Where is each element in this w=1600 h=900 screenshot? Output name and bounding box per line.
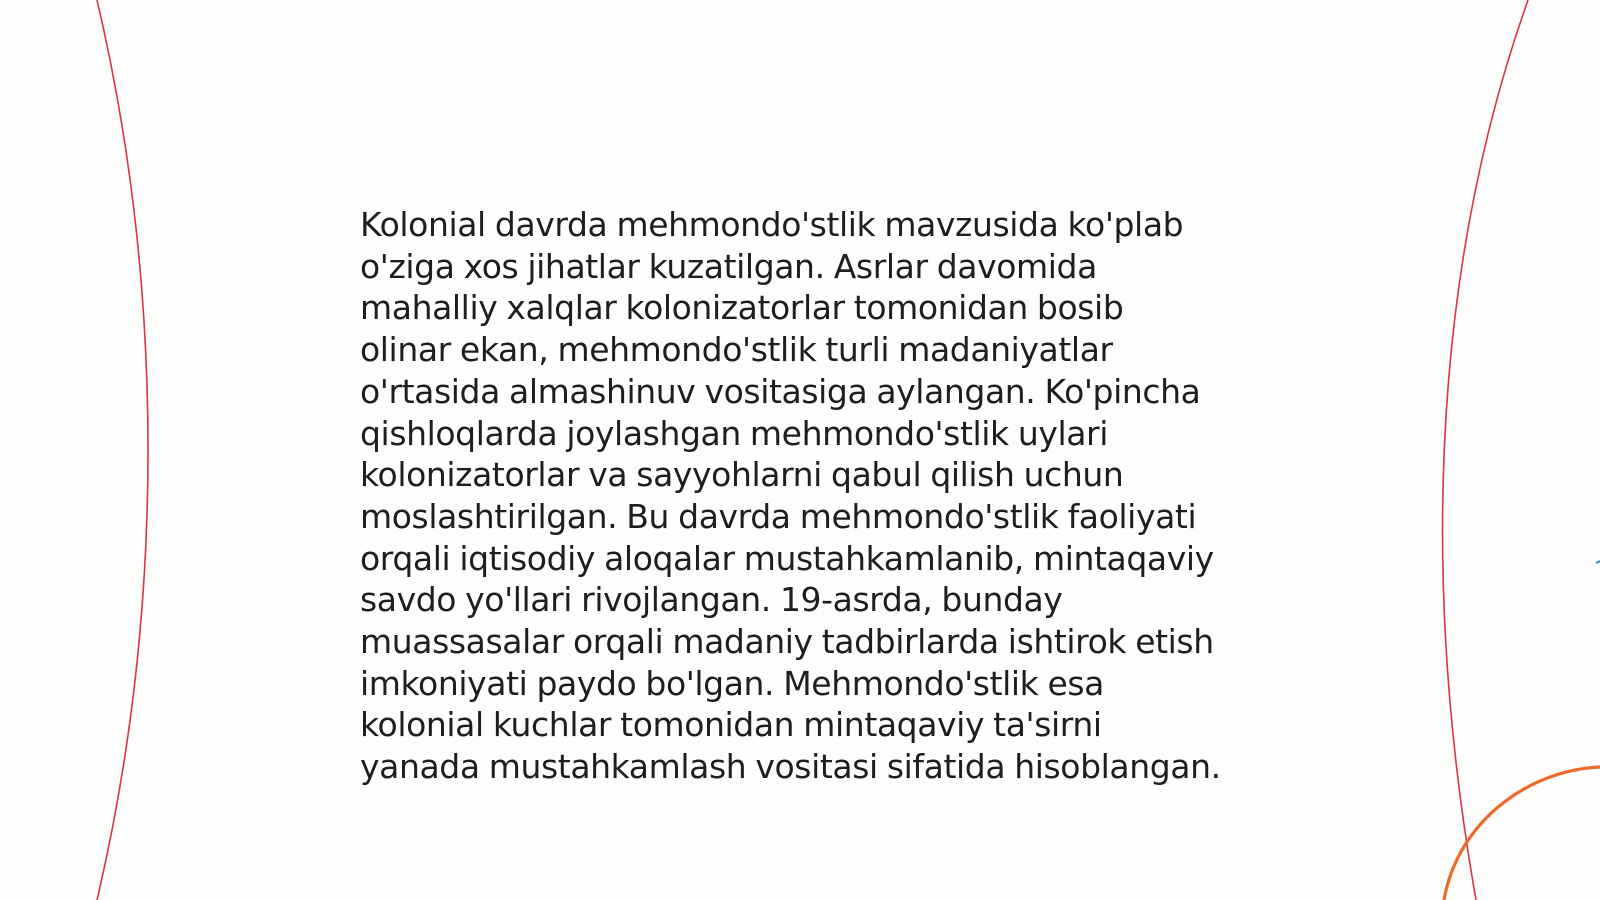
paragraph-line: yanada mustahkamlash vositasi sifatida hisoblangan.	[360, 747, 1221, 787]
paragraph-line: kolonial kuchlar tomonidan mintaqaviy ta'sirni	[360, 705, 1102, 745]
blue-tick	[1596, 561, 1600, 563]
paragraph-line: imkoniyati paydo bo'lgan. Mehmondo'stlik esa	[360, 663, 1104, 703]
paragraph-line: orqali iqtisodiy aloqalar mustahkamlanib, mintaqaviy	[360, 538, 1214, 578]
paragraph-line: muassasalar orqali madaniy tadbirlarda ishtirok etish	[360, 622, 1214, 662]
left-curve	[97, 0, 148, 900]
body-paragraph	[360, 204, 1240, 788]
paragraph-line: o'rtasida almashinuv vositasiga aylangan. Ko'pincha	[360, 371, 1201, 411]
paragraph-line: olinar ekan, mehmondo'stlik turli madaniyatlar	[360, 330, 1113, 370]
paragraph-line: qishloqlarda joylashgan mehmondo'stlik uylari	[360, 413, 1108, 453]
paragraph-line: Kolonial davrda mehmondo'stlik mavzusida ko'plab	[360, 205, 1184, 244]
right-curve	[1443, 0, 1528, 900]
paragraph-line: o'ziga xos jihatlar kuzatilgan. Asrlar davomida	[360, 246, 1097, 286]
orange-arc	[1444, 767, 1600, 900]
paragraph-line: savdo yo'llari rivojlangan. 19-asrda, bunday	[360, 580, 1063, 620]
paragraph-line: mahalliy xalqlar kolonizatorlar tomonidan bosib	[360, 288, 1124, 328]
paragraph-line: kolonizatorlar va sayyohlarni qabul qilish uchun	[360, 455, 1124, 495]
paragraph-line: moslashtirilgan. Bu davrda mehmondo'stlik faoliyati	[360, 496, 1197, 536]
